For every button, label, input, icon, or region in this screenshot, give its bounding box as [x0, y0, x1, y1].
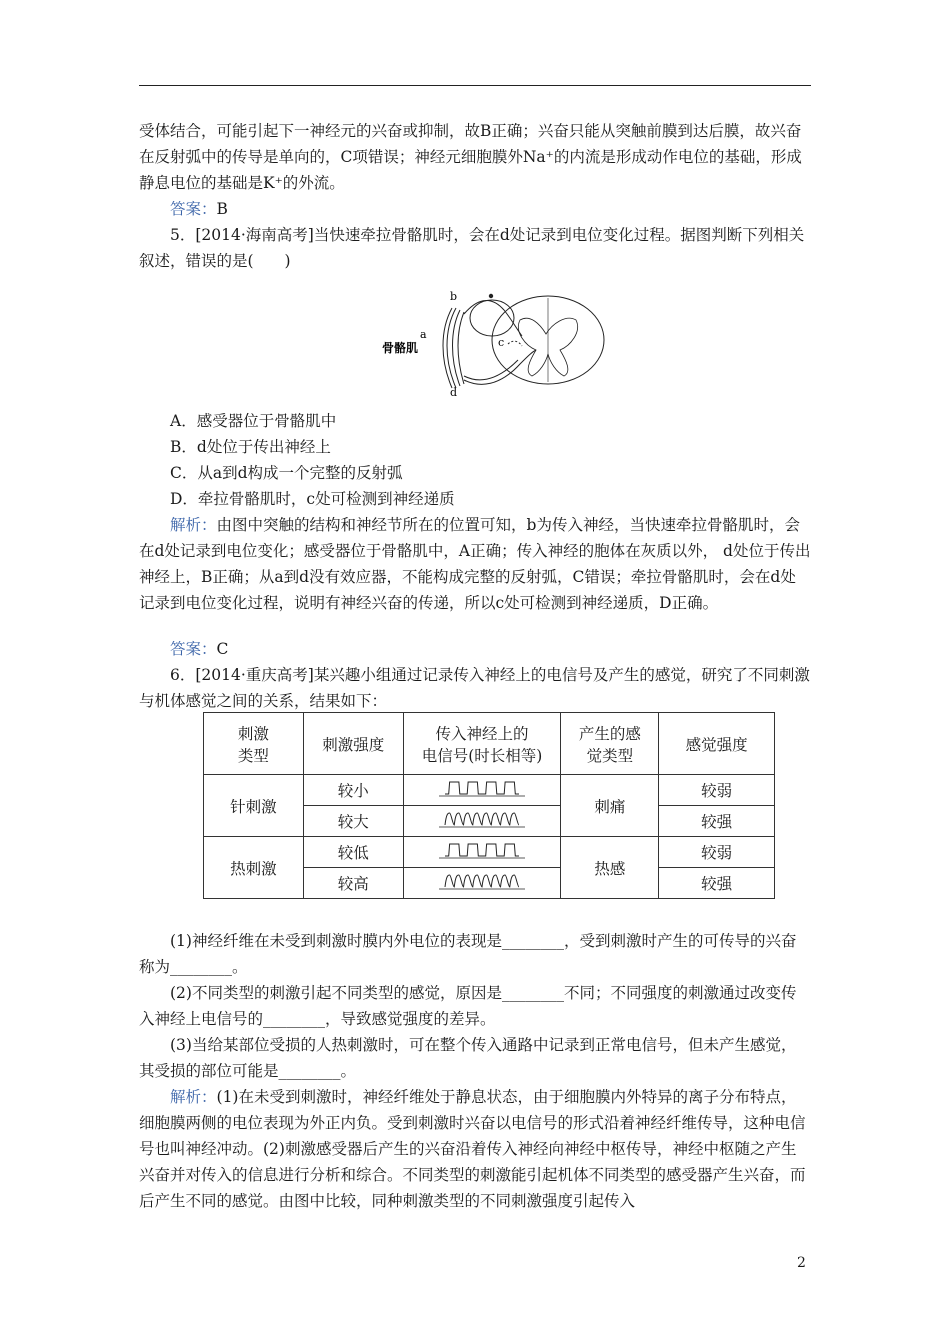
strength-cell: 较小 — [303, 775, 403, 806]
analysis-text: (1)在未受到刺激时，神经纤维处于静息状态，由于细胞膜内外特异的离子分布特点，细胞膜两侧的电位表现为外正内负。受到刺激时兴奋以电信号的形式沿着神经纤维传导，这种电信号也叫神经冲动。(2)刺激感受器后产生的兴奋沿着传入神经向神经中枢传导，神经中枢随之产生兴奋并对传入的信息进行分析和综合。不同类型的刺激能引起机体不同类型的感受器产生兴奋，而后产生不同的感觉。由图中比较，同种刺激类型的不同刺激强度引起传入 — [139, 1088, 806, 1210]
strength-cell: 较大 — [303, 806, 403, 837]
sub-question-3: (3)当给某部位受损的人热刺激时，可在整个传入通路中记录到正常电信号，但未产生感觉，其受损的部位可能是________。 — [139, 1036, 797, 1080]
sub-question-1: (1)神经纤维在未受到刺激时膜内外电位的表现是________，受到刺激时产生的可传导的兴奋称为________。 — [139, 932, 797, 976]
feel-cell: 较强 — [659, 868, 775, 899]
signal-cell — [403, 806, 561, 837]
option-d: D．牵拉骨骼肌时，c处可检测到神经递质 — [170, 490, 455, 508]
stim-type-cell: 针刺激 — [204, 775, 304, 837]
recording-dot — [489, 294, 493, 298]
strength-cell: 较高 — [303, 868, 403, 899]
analysis-q5 — [139, 512, 811, 616]
sub-question-2: (2)不同类型的刺激引起不同类型的感觉，原因是________不同；不同强度的刺激通过改变传入神经上电信号的________，导致感觉强度的差异。 — [139, 984, 797, 1028]
label-muscle: 骨骼肌 — [382, 341, 419, 355]
table-row — [204, 837, 775, 868]
analysis-q6 — [139, 1084, 811, 1214]
header-cell: 产生的感 觉类型 — [561, 713, 659, 775]
option-a: A．感受器位于骨骼肌中 — [170, 412, 337, 430]
analysis-label: 解析： — [170, 1088, 217, 1106]
label-a: a — [420, 328, 427, 341]
answer-value: B — [216, 200, 228, 218]
answer-label: 答案： — [170, 640, 217, 658]
feel-cell: 较强 — [659, 806, 775, 837]
signal-waveform — [445, 782, 519, 794]
feel-cell: 较弱 — [659, 775, 775, 806]
answer-value: C — [216, 640, 229, 658]
signal-sparse — [439, 778, 525, 798]
signal-dense — [439, 809, 525, 829]
sensation-cell: 热感 — [561, 837, 659, 899]
table-row — [204, 775, 775, 806]
question-5-stem: 5．[2014·海南高考]当快速牵拉骨骼肌时，会在d处记录到电位变化过程。据图判断下列相关叙述，错误的是( ) — [139, 226, 805, 270]
table-header-row — [204, 713, 775, 775]
signal-waveform — [445, 813, 519, 825]
label-b: b — [450, 290, 458, 303]
label-c: c — [498, 336, 505, 349]
option-c: C．从a到d构成一个完整的反射弧 — [170, 464, 403, 482]
signal-waveform — [445, 875, 519, 887]
stim-type-cell: 热刺激 — [204, 837, 304, 899]
analysis-text: 由图中突触的结构和神经节所在的位置可知，b为传入神经，当快速牵拉骨骼肌时，会在d处记录到电位变化；感受器位于骨骼肌中，A正确；传入神经的胞体在灰质以外， d处位于传出神经上，B正确；从a到d没有效应器，不能构成完整的反射弧，C错误；牵拉骨骼肌时，会在d处记录到电位变化过程，说明有神经兴奋的传递，所以c处可检测到神经递质，D正确。 — [139, 516, 811, 612]
question-6-stem: 6．[2014·重庆高考]某兴趣小组通过记录传入神经上的电信号及产生的感觉，研究了不同刺激与机体感觉之间的关系，结果如下： — [139, 666, 810, 710]
signal-dense — [439, 871, 525, 891]
option-b: B．d处位于传出神经上 — [170, 438, 331, 456]
feel-cell: 较弱 — [659, 837, 775, 868]
header-cell: 传入神经上的 电信号(时长相等) — [403, 713, 561, 775]
header-cell: 刺激 类型 — [204, 713, 304, 775]
label-d: d — [450, 386, 458, 398]
paragraph-continuation: 受体结合，可能引起下一神经元的兴奋或抑制，故B正确；兴奋只能从突触前膜到达后膜，故兴奋在反射弧中的传导是单向的，C项错误；神经元细胞膜外Na⁺的内流是形成动作电位的基础，形成静息电位的基础是K⁺的外流。 — [139, 122, 802, 192]
header-cell: 刺激强度 — [303, 713, 403, 775]
header-cell: 感觉强度 — [659, 713, 775, 775]
sensation-cell: 刺痛 — [561, 775, 659, 837]
page-number: 2 — [797, 1255, 806, 1271]
signal-waveform — [445, 844, 519, 856]
signal-cell — [403, 868, 561, 899]
analysis-label: 解析： — [170, 516, 217, 534]
header-rule — [139, 85, 811, 86]
strength-cell: 较低 — [303, 837, 403, 868]
signal-cell — [403, 837, 561, 868]
signal-sparse — [439, 840, 525, 860]
answer-label: 答案： — [170, 200, 217, 218]
results-table — [203, 712, 775, 899]
signal-cell — [403, 775, 561, 806]
answer-q5 — [139, 636, 811, 662]
reflex-arc-figure — [380, 280, 610, 398]
answer-q4 — [139, 196, 811, 222]
